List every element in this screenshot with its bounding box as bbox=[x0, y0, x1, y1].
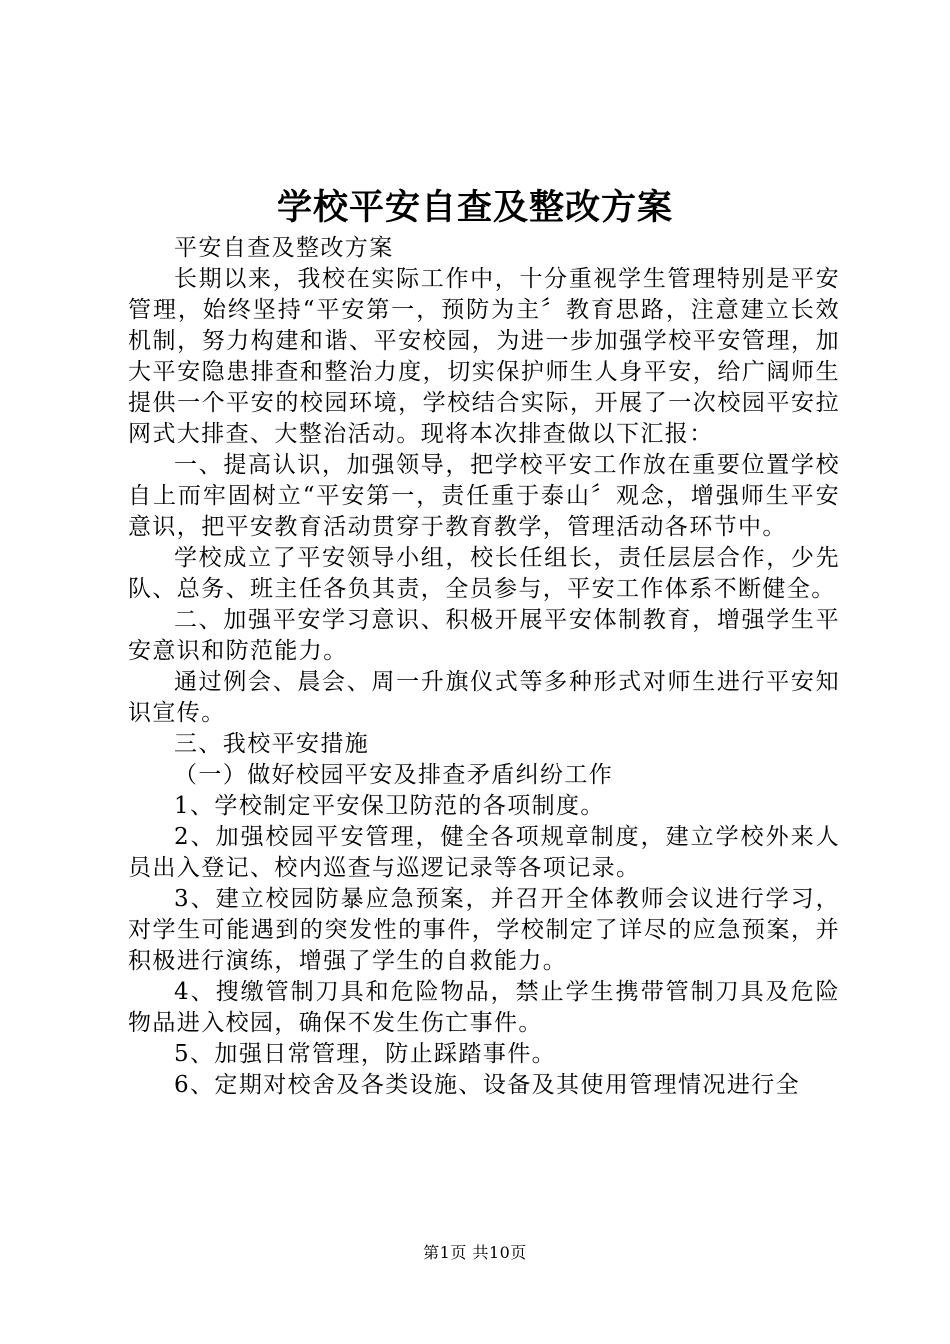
paragraph-subtitle: 平安自查及整改方案 bbox=[174, 235, 394, 261]
document-title: 学校平安自查及整改方案 bbox=[276, 187, 673, 228]
paragraph-publicity: 通过例会、晨会、周一升旗仪式等多种形式对师生进行平安知识宣传。 bbox=[128, 669, 840, 726]
paragraph-item-1: 1、学校制定平安保卫防范的各项制度。 bbox=[174, 793, 605, 819]
document-body bbox=[128, 233, 840, 1101]
paragraph-item-6: 6、定期对校舍及各类设施、设备及其使用管理情况进行全 bbox=[174, 1072, 801, 1098]
page-number-footer: 第1页 共10页 bbox=[423, 1243, 527, 1262]
paragraph-section-3: 三、我校平安措施 bbox=[174, 731, 370, 757]
paragraph-subsection-1: （一）做好校园平安及排查矛盾纠纷工作 bbox=[174, 762, 614, 788]
paragraph-item-5: 5、加强日常管理，防止踩踏事件。 bbox=[174, 1041, 557, 1067]
paragraph-item-2: 2、加强校园平安管理，健全各项规章制度，建立学校外来人员出入登记、校内巡查与巡逻记录等各项记录。 bbox=[128, 824, 840, 881]
paragraph-section-2: 二、加强平安学习意识、积极开展平安体制教育，增强学生平安意识和防范能力。 bbox=[128, 607, 840, 664]
paragraph-intro: 长期以来，我校在实际工作中，十分重视学生管理特别是平安管理，始终坚持“平安第一，预防为主〞教育思路，注意建立长效机制，努力构建和谐、平安校园，为进一步加强学校平安管理，加大平安隐患排查和整治力度，切实保护师生人身平安，给广阔师生提供一个平安的校园环境，学校结合实际，开展了一次校园平安拉网式大排查、大整治活动。现将本次排查做以下汇报： bbox=[128, 266, 840, 447]
paragraph-section-1: 一、提高认识，加强领导，把学校平安工作放在重要位置学校自上而牢固树立“平安第一，责任重于泰山〞观念，增强师生平安意识，把平安教育活动贯穿于教育教学，管理活动各环节中。 bbox=[128, 452, 840, 540]
paragraph-item-3: 3、建立校园防暴应急预案，并召开全体教师会议进行学习，对学生可能遇到的突发性的事件，学校制定了详尽的应急预案，并积极进行演练，增强了学生的自救能力。 bbox=[128, 886, 840, 974]
paragraph-item-4: 4、搜缴管制刀具和危险物品，禁止学生携带管制刀具及危险物品进入校园，确保不发生伤亡事件。 bbox=[128, 979, 840, 1036]
paragraph-leadership-group: 学校成立了平安领导小组，校长任组长，责任层层合作，少先队、总务、班主任各负其责，全员参与，平安工作体系不断健全。 bbox=[128, 545, 840, 602]
